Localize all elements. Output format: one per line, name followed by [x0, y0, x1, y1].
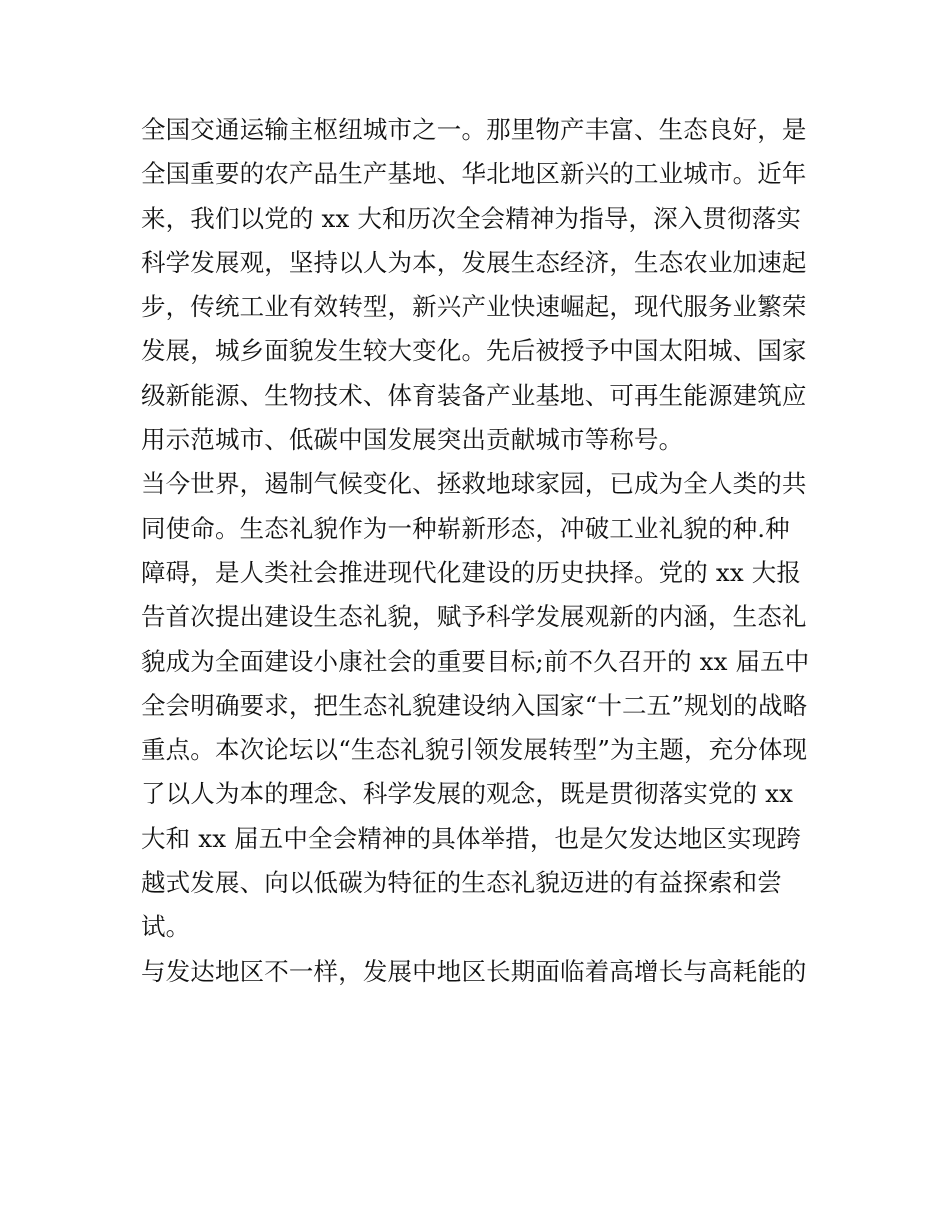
text-line: 障碍，是人类社会推进现代化建设的历史抉择。党的 xx 大报 — [141, 557, 802, 587]
text-line: 步，传统工业有效转型，新兴产业快速崛起，现代服务业繁荣 — [141, 292, 807, 322]
text-line: 全会明确要求，把生态礼貌建设纳入国家“十二五”规划的战略 — [141, 690, 808, 720]
text-line: 当今世界，遏制气候变化、拯救地球家园，已成为全人类的共 — [141, 469, 807, 499]
document-body — [141, 108, 821, 994]
text-line: 了以人为本的理念、科学发展的观念，既是贯彻落实党的 xx — [141, 779, 794, 809]
text-line: 貌成为全面建设小康社会的重要目标;前不久召开的 xx 届五中 — [141, 646, 810, 676]
text-line: 全国重要的农产品生产基地、华北地区新兴的工业城市。近年 — [141, 159, 807, 189]
text-line: 越式发展、向以低碳为特征的生态礼貌迈进的有益探索和尝 — [141, 868, 782, 898]
text-line: 同使命。生态礼貌作为一种崭新形态，冲破工业礼貌的种.种 — [141, 513, 790, 543]
text-line: 级新能源、生物技术、体育装备产业基地、可再生能源建筑应 — [141, 380, 807, 410]
text-line: 全国交通运输主枢纽城市之一。那里物产丰富、生态良好，是 — [141, 115, 807, 144]
text-line: 试。 — [141, 912, 191, 942]
paragraph-2 — [141, 462, 821, 949]
text-line: 重点。本次论坛以“生态礼貌引领发展转型”为主题，充分体现 — [141, 735, 808, 765]
text-line: 发展，城乡面貌发生较大变化。先后被授予中国太阳城、国家 — [141, 336, 807, 366]
text-line: 与发达地区不一样，发展中地区长期面临着高增长与高耗能的 — [141, 956, 807, 986]
paragraph-1 — [141, 108, 821, 462]
text-line: 来，我们以党的 xx 大和历次全会精神为指导，深入贯彻落实 — [141, 203, 802, 233]
text-line: 用示范城市、低碳中国发展突出贡献城市等称号。 — [141, 425, 684, 455]
paragraph-3 — [141, 950, 821, 994]
text-line: 科学发展观，坚持以人为本，发展生态经济，生态农业加速起 — [141, 247, 807, 277]
text-line: 大和 xx 届五中全会精神的具体举措，也是欠发达地区实现跨 — [141, 823, 802, 853]
text-line: 告首次提出建设生态礼貌，赋予科学发展观新的内涵，生态礼 — [141, 602, 807, 632]
